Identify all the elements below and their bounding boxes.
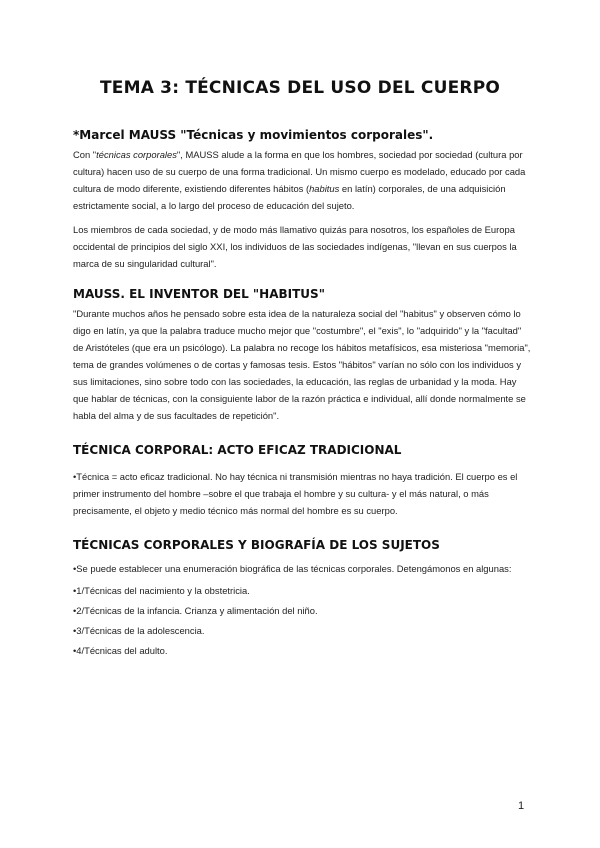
- paragraph-tecnica-definicion: •Técnica = acto eficaz tradicional. No hay técnica ni transmisión mientras no haya tradición. El cuerpo es el primer instrumento del hombre –sobre el que trabaja el hombre y su cultura- y el más natural, o más precisamente, el objeto y medio técnico más normal del hombre es su cuerpo.: [73, 471, 518, 516]
- biography-list: [73, 563, 533, 659]
- document-body: [73, 128, 533, 662]
- paragraph-tecnicas-corporales: Con "técnicas corporales", MAUSS alude a la forma en que los hombres, sociedad por sociedad (cultura por cultura) hacen uso de su cuerpo de una forma tradicional. Un mismo cuerpo es modelado, educado por cada cultura de modo diferente, existiendo diferentes hábitos (habitus en latín) corporales, de una adquisición estrictamente social, a lo largo del proceso de educación del sujeto.: [73, 149, 526, 211]
- page-number: 1: [518, 800, 525, 812]
- section-heading-biografia: TÉCNICAS CORPORALES Y BIOGRAFÍA DE LOS SUJETOS: [73, 538, 440, 552]
- section-heading-habitus: MAUSS. EL INVENTOR DEL "HABITUS": [73, 287, 325, 301]
- section-heading-mauss: *Marcel MAUSS "Técnicas y movimientos corporales".: [73, 128, 434, 142]
- page-title: TEMA 3: TÉCNICAS DEL USO DEL CUERPO: [99, 78, 501, 98]
- list-item: •4/Técnicas del adulto.: [73, 645, 168, 656]
- list-item: •1/Técnicas del nacimiento y la obstetricia.: [73, 585, 250, 596]
- list-item: •3/Técnicas de la adolescencia.: [73, 625, 205, 636]
- section-heading-acto-eficaz: TÉCNICA CORPORAL: ACTO EFICAZ TRADICIONAL: [73, 443, 402, 457]
- list-intro: •Se puede establecer una enumeración biográfica de las técnicas corporales. Detengámonos en algunas:: [73, 563, 512, 574]
- paragraph-miembros-sociedad: Los miembros de cada sociedad, y de modo más llamativo quizás para nosotros, los españoles de Europa occidental de principios del siglo XXI, los individuos de las sociedades indígenas, "llevan en sus cuerpos la marca de su singularidad cultural".: [73, 224, 517, 269]
- list-item: •2/Técnicas de la infancia. Crianza y alimentación del niño.: [73, 605, 318, 616]
- paragraph-habitus-quote: "Durante muchos años he pensado sobre esta idea de la naturaleza social del "habitus" y observen cómo lo digo en latín, ya que la palabra traduce mucho mejor que "costumbre", el "exis", lo "adquirido" y la "facultad" de Aristóteles (que era un psicólogo). La palabra no recoge los hábitos metafísicos, esa misteriosa "memoria", tema de grandes volúmenes o de cortas y famosas tesis. Estos "hábitos" varían no sólo con los individuos y sus limitaciones, sino sobre todo con las sociedades, la educación, las reglas de urbanidad y la moda. Hay que hablar de técnicas, con la consiguiente labor de la razón práctica e individual, allí donde normalmente se habla del alma y de sus facultades de repetición".: [73, 308, 531, 421]
